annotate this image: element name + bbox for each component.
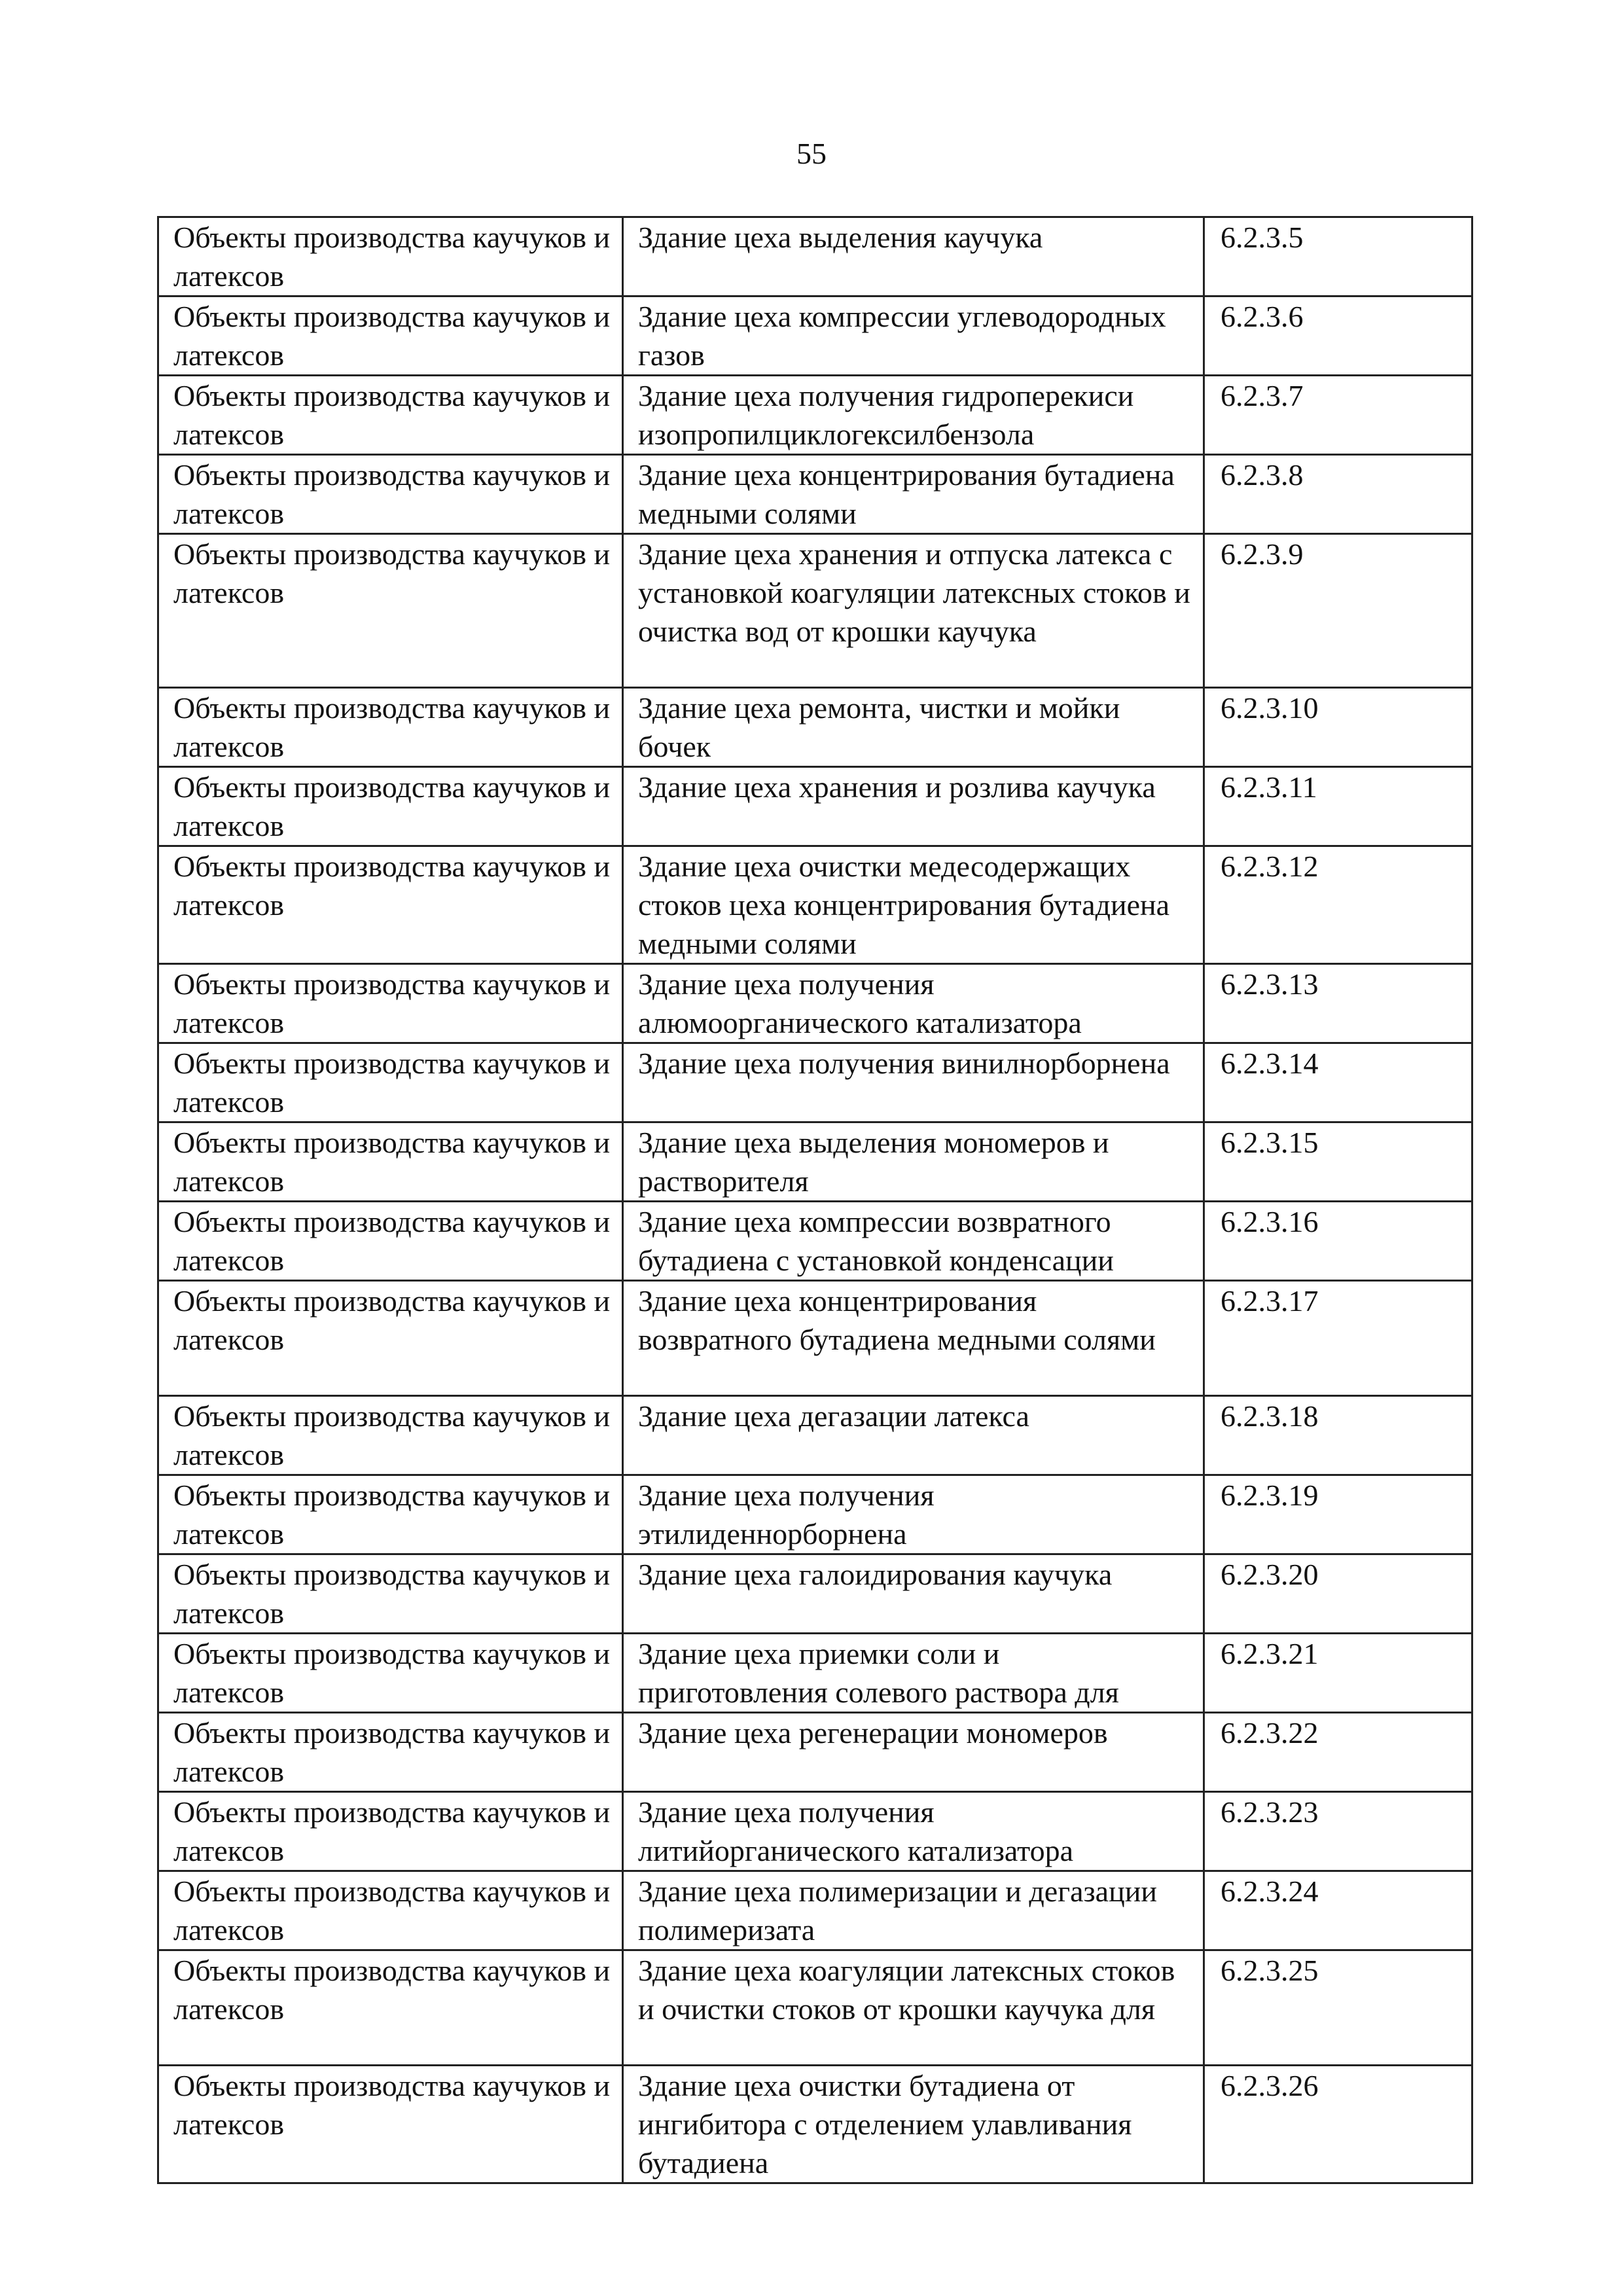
category-cell — [158, 217, 623, 296]
code-cell — [1204, 964, 1472, 1043]
description-text: Здание цеха ремонта, чистки и мойки бочек — [638, 691, 1120, 763]
table-row — [158, 1475, 1472, 1554]
category-cell — [158, 1281, 623, 1396]
category-text: Объекты производства каучуков и латексов — [173, 770, 611, 842]
description-cell — [623, 1871, 1204, 1950]
category-cell — [158, 964, 623, 1043]
category-text: Объекты производства каучуков и латексов — [173, 850, 611, 922]
description-text: Здание цеха концентрирования возвратного бутадиена медными солями — [638, 1284, 1156, 1356]
code-cell — [1204, 1634, 1472, 1713]
description-cell — [623, 2066, 1204, 2183]
description-text: Здание цеха выделения каучука — [638, 221, 1043, 254]
code-text: 6.2.3.26 — [1221, 2069, 1319, 2102]
category-text: Объекты производства каучуков и латексов — [173, 1795, 611, 1867]
code-cell — [1204, 1713, 1472, 1792]
code-text: 6.2.3.15 — [1221, 1126, 1319, 1159]
description-cell — [623, 1475, 1204, 1554]
description-cell — [623, 1792, 1204, 1871]
category-text: Объекты производства каучуков и латексов — [173, 691, 611, 763]
description-cell — [623, 376, 1204, 455]
code-cell — [1204, 1043, 1472, 1122]
code-text: 6.2.3.17 — [1221, 1284, 1319, 1318]
code-cell — [1204, 1475, 1472, 1554]
code-text: 6.2.3.25 — [1221, 1954, 1319, 1987]
category-text: Объекты производства каучуков и латексов — [173, 1284, 611, 1356]
description-text: Здание цеха хранения и отпуска латекса с установкой коагуляции латексных стоков и очистка вод от крошки каучука — [638, 537, 1190, 648]
description-text: Здание цеха выделения мономеров и растворителя — [638, 1126, 1109, 1198]
code-cell — [1204, 846, 1472, 964]
description-text: Здание цеха получения литийорганического катализатора — [638, 1795, 1074, 1867]
table-row — [158, 2066, 1472, 2183]
code-text: 6.2.3.9 — [1221, 537, 1304, 571]
code-text: 6.2.3.8 — [1221, 458, 1304, 492]
description-text: Здание цеха компрессии возвратного бутадиена с установкой конденсации — [638, 1205, 1114, 1277]
table-row — [158, 767, 1472, 846]
description-cell — [623, 1043, 1204, 1122]
category-text: Объекты производства каучуков и латексов — [173, 458, 611, 530]
description-text: Здание цеха концентрирования бутадиена медными солями — [638, 458, 1175, 530]
category-text: Объекты производства каучуков и латексов — [173, 1716, 611, 1788]
code-text: 6.2.3.21 — [1221, 1637, 1319, 1670]
description-text: Здание цеха галоидирования каучука — [638, 1558, 1113, 1591]
category-cell — [158, 688, 623, 767]
category-text: Объекты производства каучуков и латексов — [173, 221, 611, 293]
table-row — [158, 1396, 1472, 1475]
category-text: Объекты производства каучуков и латексов — [173, 1558, 611, 1630]
table-row — [158, 1871, 1472, 1950]
description-cell — [623, 534, 1204, 688]
description-cell — [623, 1281, 1204, 1396]
description-cell — [623, 1554, 1204, 1634]
description-cell — [623, 455, 1204, 534]
code-cell — [1204, 1202, 1472, 1281]
description-cell — [623, 1713, 1204, 1792]
code-cell — [1204, 1281, 1472, 1396]
registry-table — [157, 216, 1473, 2184]
description-text: Здание цеха очистки медесодержащих стоков цеха концентрирования бутадиена медными солями — [638, 850, 1170, 960]
description-text: Здание цеха полимеризации и дегазации полимеризата — [638, 1874, 1157, 1946]
code-cell — [1204, 1554, 1472, 1634]
description-text: Здание цеха получения винилнорборнена — [638, 1047, 1170, 1080]
description-text: Здание цеха хранения и розлива каучука — [638, 770, 1156, 804]
description-text: Здание цеха очистки бутадиена от ингибитора с отделением улавливания бутадиена — [638, 2069, 1132, 2179]
code-text: 6.2.3.14 — [1221, 1047, 1319, 1080]
category-text: Объекты производства каучуков и латексов — [173, 1047, 611, 1119]
code-cell — [1204, 1396, 1472, 1475]
description-text: Здание цеха коагуляции латексных стоков и очистки стоков от крошки каучука для — [638, 1954, 1175, 2026]
category-text: Объекты производства каучуков и латексов — [173, 537, 611, 609]
table-row — [158, 1792, 1472, 1871]
category-cell — [158, 1122, 623, 1202]
category-cell — [158, 1475, 623, 1554]
table-row — [158, 455, 1472, 534]
description-cell — [623, 767, 1204, 846]
code-text: 6.2.3.16 — [1221, 1205, 1319, 1238]
description-cell — [623, 1634, 1204, 1713]
code-text: 6.2.3.7 — [1221, 379, 1304, 412]
category-cell — [158, 846, 623, 964]
category-text: Объекты производства каучуков и латексов — [173, 1205, 611, 1277]
table-row — [158, 1202, 1472, 1281]
category-text: Объекты производства каучуков и латексов — [173, 1874, 611, 1946]
page-number: 55 — [796, 137, 827, 170]
table-row — [158, 846, 1472, 964]
description-cell — [623, 296, 1204, 376]
category-text: Объекты производства каучуков и латексов — [173, 300, 611, 372]
description-text: Здание цеха дегазации латекса — [638, 1399, 1029, 1433]
code-cell — [1204, 1871, 1472, 1950]
category-text: Объекты производства каучуков и латексов — [173, 1637, 611, 1709]
table-row — [158, 1122, 1472, 1202]
code-cell — [1204, 1950, 1472, 2066]
table-row — [158, 964, 1472, 1043]
category-text: Объекты производства каучуков и латексов — [173, 1954, 611, 2026]
code-text: 6.2.3.6 — [1221, 300, 1304, 333]
table-row — [158, 1950, 1472, 2066]
description-cell — [623, 1202, 1204, 1281]
description-cell — [623, 1122, 1204, 1202]
category-text: Объекты производства каучуков и латексов — [173, 1126, 611, 1198]
code-text: 6.2.3.22 — [1221, 1716, 1319, 1749]
code-cell — [1204, 296, 1472, 376]
category-cell — [158, 1043, 623, 1122]
code-text: 6.2.3.24 — [1221, 1874, 1319, 1908]
code-cell — [1204, 455, 1472, 534]
category-cell — [158, 1396, 623, 1475]
description-cell — [623, 217, 1204, 296]
category-text: Объекты производства каучуков и латексов — [173, 2069, 611, 2141]
category-text: Объекты производства каучуков и латексов — [173, 1479, 611, 1551]
category-cell — [158, 455, 623, 534]
category-cell — [158, 767, 623, 846]
code-cell — [1204, 534, 1472, 688]
table-row — [158, 534, 1472, 688]
code-text: 6.2.3.19 — [1221, 1479, 1319, 1512]
category-text: Объекты производства каучуков и латексов — [173, 379, 611, 451]
code-cell — [1204, 1122, 1472, 1202]
code-text: 6.2.3.12 — [1221, 850, 1319, 883]
code-text: 6.2.3.5 — [1221, 221, 1304, 254]
category-cell — [158, 1554, 623, 1634]
category-text: Объекты производства каучуков и латексов — [173, 1399, 611, 1471]
code-text: 6.2.3.23 — [1221, 1795, 1319, 1829]
description-cell — [623, 688, 1204, 767]
code-cell — [1204, 376, 1472, 455]
category-cell — [158, 1792, 623, 1871]
table-row — [158, 296, 1472, 376]
code-text: 6.2.3.10 — [1221, 691, 1319, 725]
code-cell — [1204, 767, 1472, 846]
description-cell — [623, 1950, 1204, 2066]
category-cell — [158, 1871, 623, 1950]
description-cell — [623, 846, 1204, 964]
table-body — [158, 217, 1472, 2183]
description-text: Здание цеха компрессии углеводородных газов — [638, 300, 1166, 372]
table-row — [158, 1554, 1472, 1634]
code-text: 6.2.3.13 — [1221, 967, 1319, 1001]
category-cell — [158, 1202, 623, 1281]
description-text: Здание цеха приемки соли и приготовления солевого раствора для — [638, 1637, 1119, 1709]
description-text: Здание цеха регенерации мономеров — [638, 1716, 1108, 1749]
category-cell — [158, 2066, 623, 2183]
description-cell — [623, 1396, 1204, 1475]
table-row — [158, 1281, 1472, 1396]
category-cell — [158, 1950, 623, 2066]
code-text: 6.2.3.18 — [1221, 1399, 1319, 1433]
category-cell — [158, 534, 623, 688]
description-cell — [623, 964, 1204, 1043]
code-cell — [1204, 217, 1472, 296]
description-text: Здание цеха получения алюмоорганического катализатора — [638, 967, 1082, 1039]
table-row — [158, 217, 1472, 296]
code-text: 6.2.3.20 — [1221, 1558, 1319, 1591]
category-cell — [158, 296, 623, 376]
category-text: Объекты производства каучуков и латексов — [173, 967, 611, 1039]
code-cell — [1204, 688, 1472, 767]
category-cell — [158, 1634, 623, 1713]
category-cell — [158, 376, 623, 455]
description-text: Здание цеха получения этилиденнорборнена — [638, 1479, 935, 1551]
code-cell — [1204, 2066, 1472, 2183]
description-text: Здание цеха получения гидроперекиси изопропилциклогексилбензола — [638, 379, 1134, 451]
code-cell — [1204, 1792, 1472, 1871]
table-row — [158, 376, 1472, 455]
table-row — [158, 688, 1472, 767]
table-row — [158, 1043, 1472, 1122]
table-row — [158, 1713, 1472, 1792]
table-row — [158, 1634, 1472, 1713]
code-text: 6.2.3.11 — [1221, 770, 1317, 804]
category-cell — [158, 1713, 623, 1792]
